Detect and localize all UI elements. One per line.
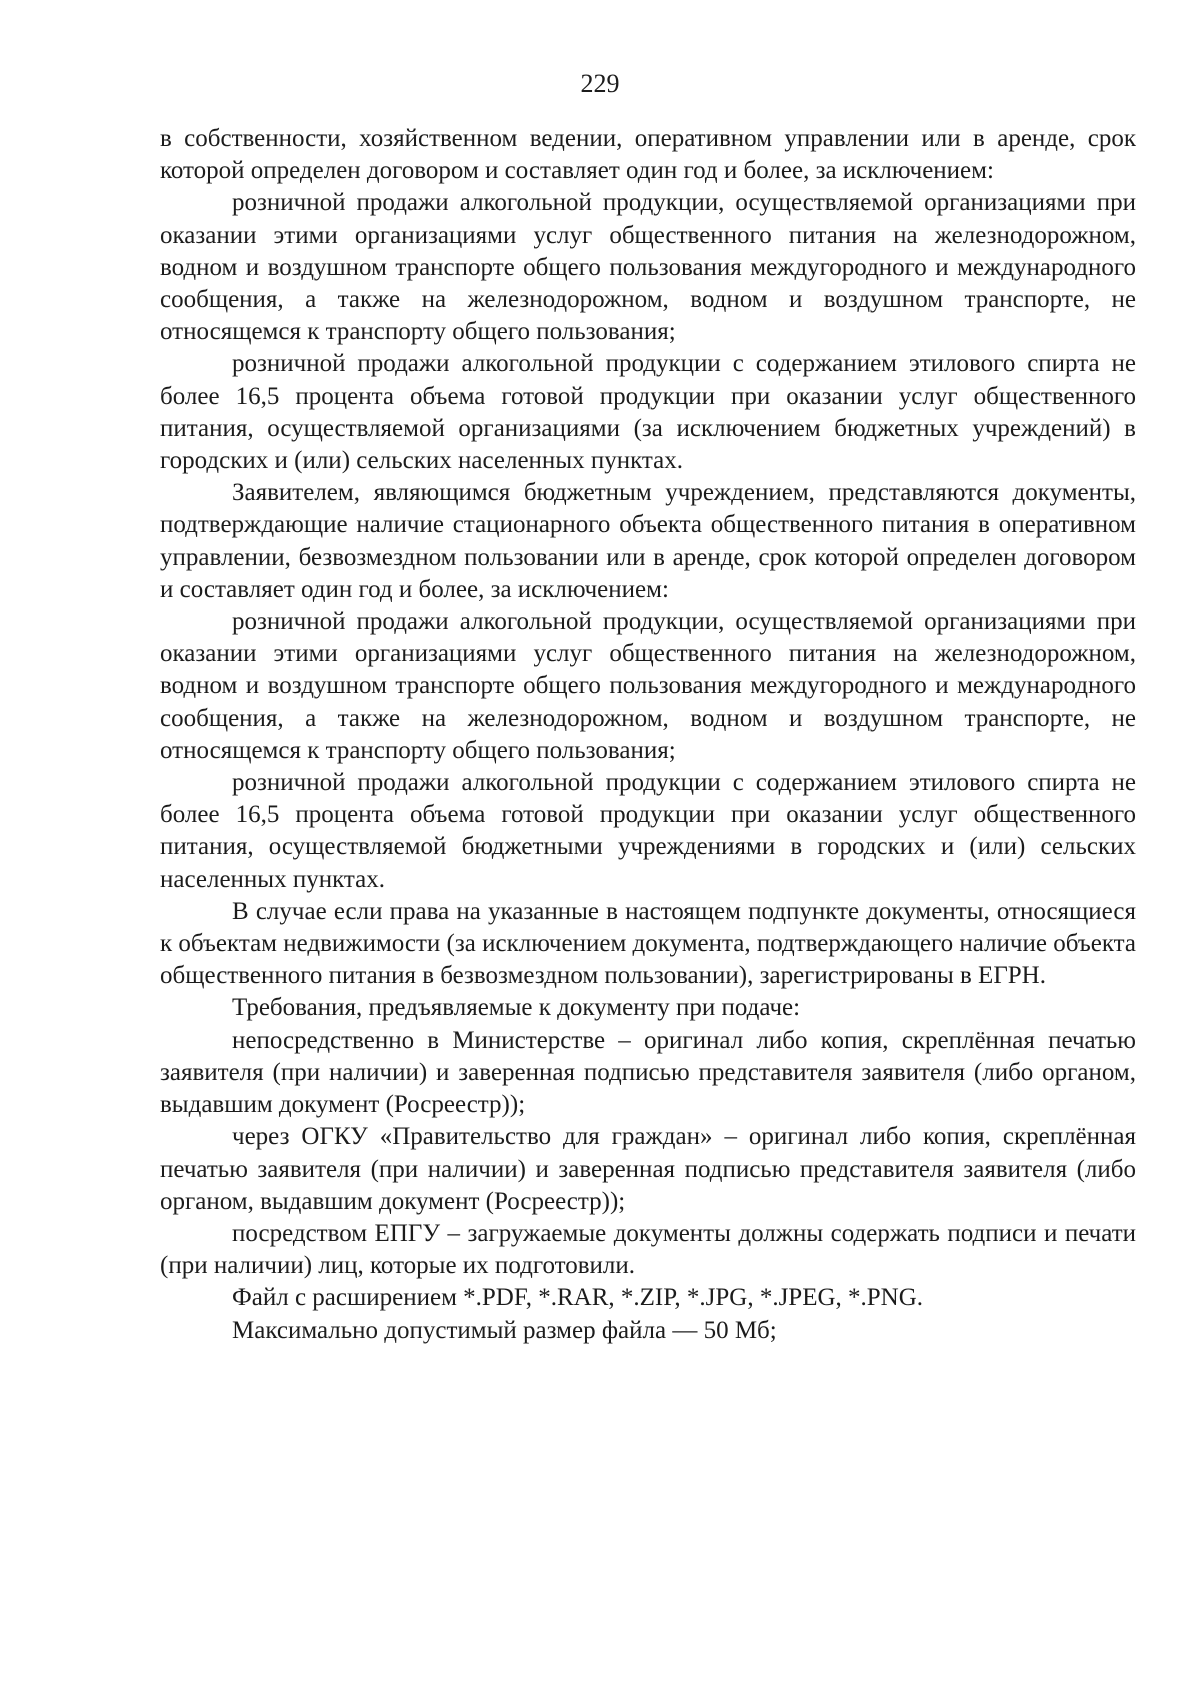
paragraph: Файл с расширением *.PDF, *.RAR, *.ZIP, *.JPG, *.JPEG, *.PNG. bbox=[232, 1284, 924, 1312]
paragraph: через ОГКУ «Правительство для граждан» – оригинал либо копия, скреплённая печатью заявителя (при наличии) и заверенная подписью представителя заявителя (либо органом, выдавшим документ (Росреестр)); bbox=[160, 1123, 1136, 1215]
paragraph: в собственности, хозяйственном ведении, оперативном управлении или в аренде, срок которой определен договором и составляет один год и более, за исключением: bbox=[160, 125, 1136, 185]
paragraph: розничной продажи алкогольной продукции, осуществляемой организациями при оказании этими организациями услуг общественного питания на железнодорожном, водном и воздушном транспорте общего пользования междугородного и международного сообщения, а также на железнодорожном, водном и воздушном транспорте, не относящемся к транспорту общего пользования; bbox=[160, 608, 1136, 764]
paragraph: розничной продажи алкогольной продукции, осуществляемой организациями при оказании этими организациями услуг общественного питания на железнодорожном, водном и воздушном транспорте общего пользования междугородного и международного сообщения, а также на железнодорожном, водном и воздушном транспорте, не относящемся к транспорту общего пользования; bbox=[160, 189, 1136, 346]
page-number: 229 bbox=[580, 69, 620, 98]
paragraph: непосредственно в Министерстве – оригинал либо копия, скреплённая печатью заявителя (при наличии) и заверенная подписью представителя заявителя (либо органом, выдавшим документ (Росреестр)); bbox=[160, 1026, 1136, 1119]
document-body bbox=[160, 123, 1136, 1347]
paragraph: Заявителем, являющимся бюджетным учреждением, представляются документы, подтверждающие наличие стационарного объекта общественного питания в оперативном управлении, безвозмездном пользовании или в аренде, срок которой определен договором и составляет один год и более, за исключением: bbox=[160, 479, 1136, 603]
paragraph: Требования, предъявляемые к документу при подаче: bbox=[232, 994, 801, 1022]
paragraph: Максимально допустимый размер файла — 50 Мб; bbox=[232, 1316, 777, 1344]
paragraph: В случае если права на указанные в настоящем подпункте документы, относящиеся к объектам недвижимости (за исключением документа, подтверждающего наличие объекта общественного питания в безвозмездном пользовании), зарегистрированы в ЕГРН. bbox=[160, 897, 1136, 990]
paragraph: посредством ЕПГУ – загружаемые документы должны содержать подписи и печати (при наличии) лиц, которые их подготовили. bbox=[160, 1219, 1136, 1280]
paragraph: розничной продажи алкогольной продукции с содержанием этилового спирта не более 16,5 процента объема готовой продукции при оказании услуг общественного питания, осуществляемой организациями (за исключением бюджетных учреждений) в городских и (или) сельских населенных пунктах. bbox=[160, 350, 1136, 475]
paragraph: розничной продажи алкогольной продукции с содержанием этилового спирта не более 16,5 процента объема готовой продукции при оказании услуг общественного питания, осуществляемой бюджетными учреждениями в городских и (или) сельских населенных пунктах. bbox=[160, 769, 1136, 893]
